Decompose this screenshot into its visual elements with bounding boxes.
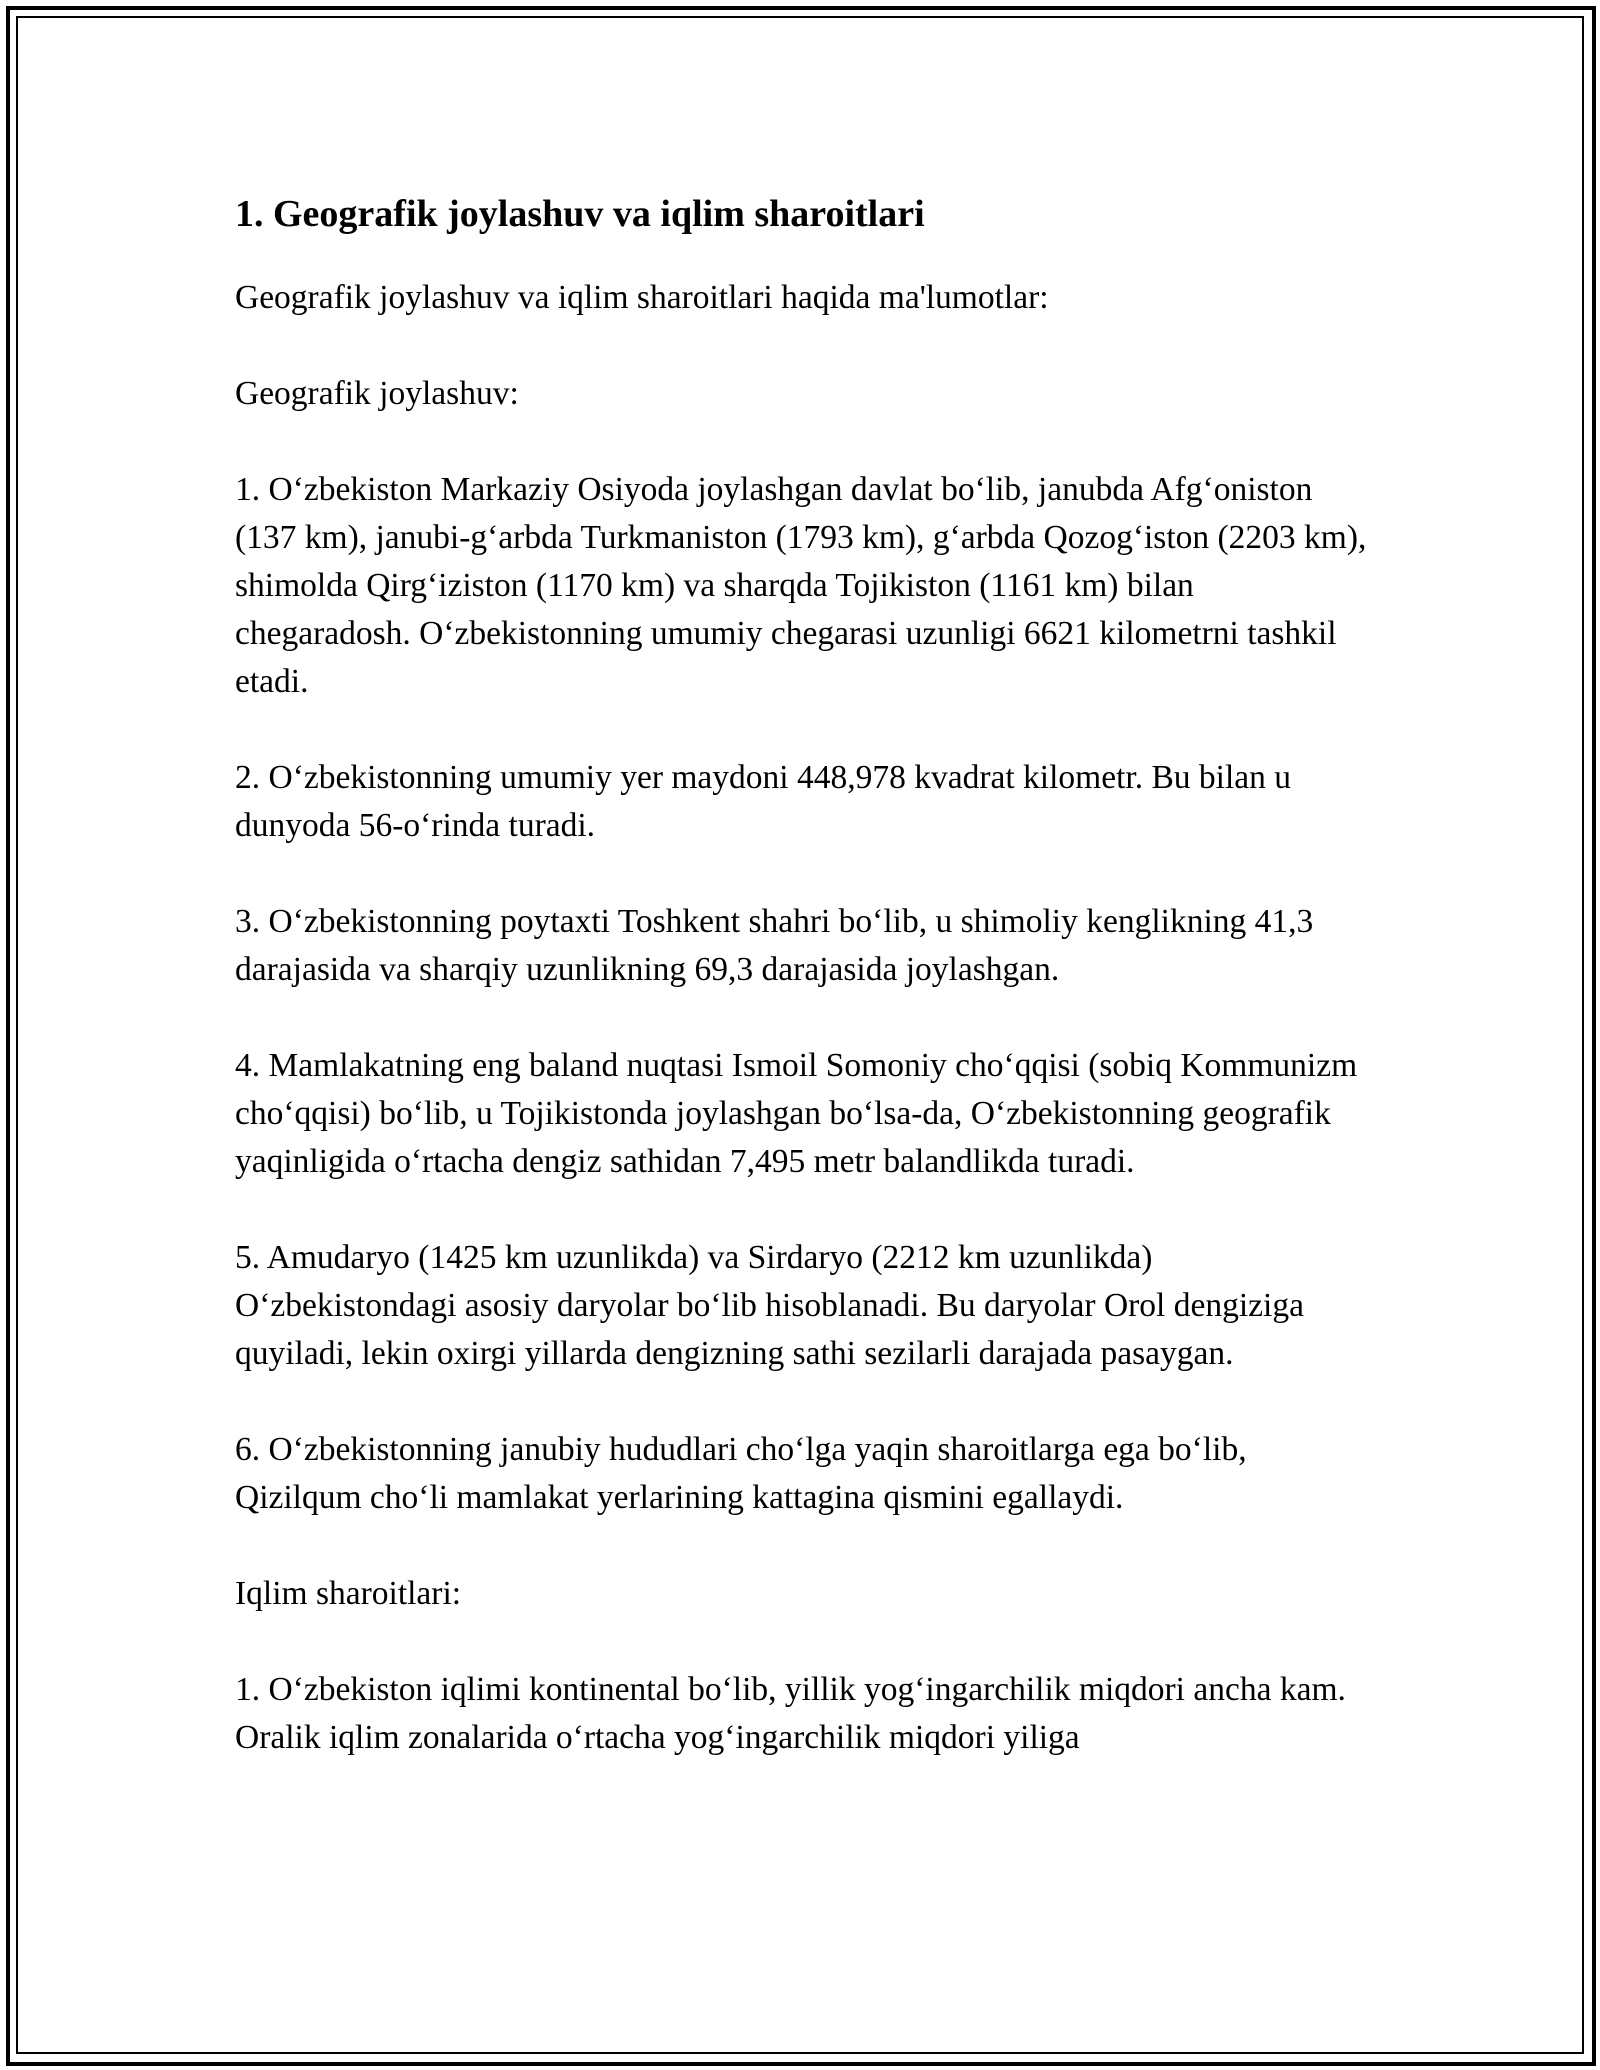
- section-heading: 1. Geografik joylashuv va iqlim sharoitlari: [235, 193, 925, 235]
- geography-subheading: Geografik joylashuv:: [235, 375, 519, 412]
- geo-item-2: 2. O‘zbekistonning umumiy yer maydoni 448,978 kvadrat kilometr. Bu bilan u dunyoda 56-o‘rinda turadi.: [235, 759, 1292, 844]
- geo-item-5: 5. Amudaryo (1425 km uzunlikda) va Sirdaryo (2212 km uzunlikda) O‘zbekistondagi asosiy daryolar bo‘lib hisoblanadi. Bu daryolar Orol dengiziga quyiladi, lekin oxirgi yillarda dengizning sathi sezilarli darajada pasaygan.: [235, 1239, 1304, 1372]
- climate-item-1: 1. O‘zbekiston iqlimi kontinental bo‘lib, yillik yog‘ingarchilik miqdori ancha kam. Oralik iqlim zonalarida o‘rtacha yog‘ingarchilik miqdori yiliga: [235, 1671, 1346, 1756]
- geo-item-6: 6. O‘zbekistonning janubiy hududlari cho‘lga yaqin sharoitlarga ega bo‘lib, Qizilqum cho‘li mamlakat yerlarining kattagina qismini egallaydi.: [235, 1431, 1247, 1516]
- geo-item-1: 1. O‘zbekiston Markaziy Osiyoda joylashgan davlat bo‘lib, janubda Afg‘oniston (137 km), janubi-g‘arbda Turkmaniston (1793 km), g‘arbda Qozog‘iston (2203 km), shimolda Qirg‘iziston (1170 km) va sharqda Tojikiston (1161 km) bilan chegaradosh. O‘zbekistonning umumiy chegarasi uzunligi 6621 kilometrni tashkil etadi.: [235, 471, 1367, 700]
- geo-item-4: 4. Mamlakatning eng baland nuqtasi Ismoil Somoniy cho‘qqisi (sobiq Kommunizm cho‘qqisi) bo‘lib, u Tojikistonda joylashgan bo‘lsa-da, O‘zbekistonning geografik yaqinligida o‘rtacha dengiz sathidan 7,495 metr balandlikda turadi.: [235, 1047, 1358, 1180]
- document-body: [235, 190, 1375, 1762]
- intro-paragraph: Geografik joylashuv va iqlim sharoitlari haqida ma'lumotlar:: [235, 279, 1049, 316]
- climate-subheading: Iqlim sharoitlari:: [235, 1575, 462, 1612]
- geo-item-3: 3. O‘zbekistonning poytaxti Toshkent shahri bo‘lib, u shimoliy kenglikning 41,3 darajasida va sharqiy uzunlikning 69,3 darajasida joylashgan.: [235, 903, 1314, 988]
